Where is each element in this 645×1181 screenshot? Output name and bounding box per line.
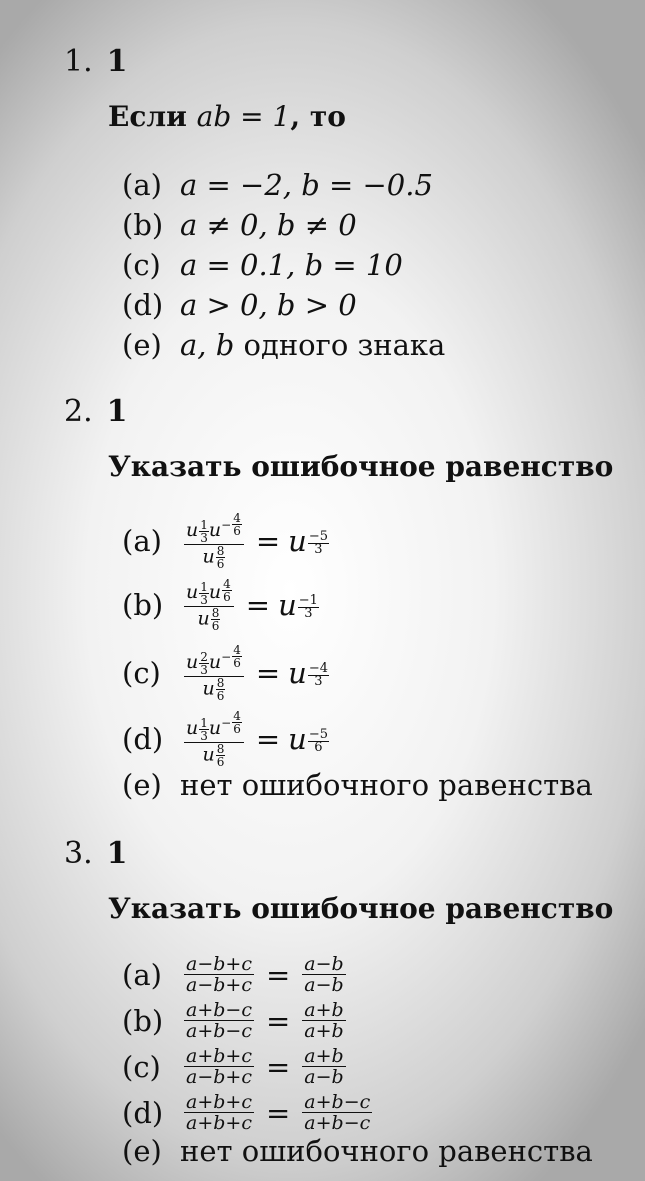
fraction-numerator: a−b	[304, 953, 344, 975]
answer-option[interactable]	[122, 1000, 350, 1041]
lhs-fraction	[184, 644, 244, 702]
answer-option[interactable]	[122, 1092, 376, 1133]
exp-num: 2	[200, 649, 208, 664]
exp-num: 4	[223, 577, 231, 591]
exp-sign: −	[221, 517, 232, 532]
fraction-denominator: a−b+c	[186, 1066, 252, 1088]
fraction-denominator	[200, 743, 227, 768]
answer-option[interactable]	[122, 768, 593, 802]
question-points: 1	[106, 836, 128, 871]
lhs-fraction	[184, 578, 234, 632]
answer-option[interactable]	[122, 1134, 593, 1168]
exp-den: 6	[216, 688, 225, 703]
exp-num: 4	[233, 709, 241, 723]
exp-den: 3	[200, 530, 208, 545]
option-label: (c)	[122, 655, 161, 690]
exponent	[221, 710, 242, 735]
exponent	[308, 663, 329, 688]
answer-option[interactable]	[122, 512, 329, 570]
prompt-text: Если	[108, 100, 197, 133]
lhs-fraction	[184, 1046, 254, 1087]
rhs-fraction	[302, 1000, 345, 1041]
fraction-denominator	[195, 607, 222, 632]
exp-num: 8	[216, 543, 225, 558]
fraction-denominator: a+b+c	[186, 1112, 252, 1134]
rhs-power	[278, 588, 319, 622]
rhs-fraction	[302, 1046, 345, 1087]
option-label: (e)	[122, 328, 162, 362]
option-label: (e)	[122, 1134, 162, 1168]
equals-sign: =	[265, 1003, 291, 1038]
answer-option[interactable]	[122, 1046, 350, 1087]
exp-num: 8	[216, 675, 225, 690]
exp-num: −4	[308, 661, 329, 677]
rhs-power	[288, 722, 329, 756]
answer-option[interactable]	[122, 644, 329, 702]
fraction-denominator: a−b+c	[186, 974, 252, 996]
exp-num: −1	[298, 593, 318, 609]
question-points: 1	[106, 44, 128, 79]
answer-option[interactable]	[122, 168, 433, 202]
fraction-denominator: a−b	[304, 1066, 344, 1088]
exp-num: 1	[200, 579, 208, 594]
exp-num: 4	[233, 511, 241, 525]
question-number: 1.	[64, 44, 93, 79]
option-label: (a)	[122, 523, 162, 558]
variable: u	[208, 518, 222, 541]
exp-den: 6	[314, 740, 323, 756]
option-label: (a)	[122, 957, 162, 992]
variable: u	[186, 650, 199, 673]
variable: u	[288, 523, 307, 558]
question-header	[64, 44, 128, 79]
answer-option[interactable]	[122, 288, 357, 322]
exp-den: 3	[304, 606, 313, 622]
variable: u	[186, 518, 199, 541]
question-number: 3.	[64, 836, 93, 871]
lhs-fraction	[184, 954, 254, 995]
option-label: (b)	[122, 1003, 164, 1038]
question-prompt: Указать ошибочное равенство	[108, 450, 614, 483]
option-label: (d)	[122, 288, 164, 322]
variable: u	[186, 716, 199, 739]
variable: u	[288, 721, 307, 756]
exponent	[308, 531, 329, 556]
exponent	[199, 519, 209, 544]
exponent	[216, 545, 226, 570]
fraction-numerator	[184, 512, 244, 545]
variable: u	[208, 716, 222, 739]
equals-sign: =	[245, 587, 271, 622]
fraction-denominator	[200, 545, 227, 570]
fraction-denominator: a+b	[304, 1020, 344, 1042]
variable: u	[288, 655, 307, 690]
option-label: (a)	[122, 168, 162, 202]
exp-num: 1	[200, 715, 208, 730]
variable: u	[278, 587, 297, 622]
fraction-numerator: a+b−c	[304, 1091, 371, 1113]
fraction-numerator: a+b	[304, 999, 344, 1021]
rhs-fraction	[302, 954, 345, 995]
variable: u	[197, 606, 210, 629]
fraction-denominator: a+b−c	[304, 1112, 371, 1134]
exp-sign: −	[221, 715, 232, 730]
equals-sign: =	[265, 1049, 291, 1084]
exp-den: 6	[211, 618, 220, 633]
option-label: (b)	[122, 587, 164, 622]
option-text: a = −2, b = −0.5	[180, 168, 433, 202]
question-points: 1	[106, 394, 128, 429]
exp-num: −5	[308, 529, 329, 545]
prompt-text: , то	[290, 100, 346, 133]
equals-sign: =	[255, 655, 281, 690]
fraction-numerator: a+b+c	[186, 1091, 252, 1113]
fraction-denominator: a+b−c	[186, 1020, 252, 1042]
option-text: a = 0.1, b = 10	[180, 248, 403, 282]
fraction-numerator	[184, 644, 244, 677]
option-math: a, b	[180, 328, 235, 362]
exponent	[221, 512, 242, 537]
fraction-denominator	[200, 677, 227, 702]
fraction-denominator: a−b	[304, 974, 344, 996]
question-prompt: Указать ошибочное равенство	[108, 892, 614, 925]
exponent	[308, 729, 329, 754]
lhs-fraction	[184, 1092, 254, 1133]
exp-den: 6	[223, 590, 231, 604]
lhs-fraction	[184, 1000, 254, 1041]
answer-option[interactable]	[122, 328, 445, 362]
exp-sign: −	[221, 649, 232, 664]
exponent	[199, 717, 209, 742]
answer-option[interactable]	[122, 954, 350, 995]
exponent	[211, 607, 221, 632]
variable: u	[208, 650, 222, 673]
option-text: одного знака	[234, 328, 446, 362]
answer-option[interactable]	[122, 710, 329, 768]
exponent	[298, 595, 319, 620]
fraction-numerator: a+b	[304, 1045, 344, 1067]
rhs-power	[288, 524, 329, 558]
question-header	[64, 836, 128, 871]
fraction-numerator: a+b−c	[186, 999, 252, 1021]
option-text: нет ошибочного равенства	[180, 1134, 593, 1168]
option-label: (d)	[122, 1095, 164, 1130]
exponent	[199, 651, 209, 676]
exp-num: −5	[308, 727, 329, 743]
exp-den: 6	[216, 754, 225, 769]
equals-sign: =	[265, 957, 291, 992]
question-number: 2.	[64, 394, 93, 429]
exp-den: 6	[216, 556, 225, 571]
exp-num: 4	[233, 643, 241, 657]
answer-option[interactable]	[122, 208, 357, 242]
question-prompt	[108, 100, 346, 133]
exp-den: 6	[233, 656, 241, 670]
answer-option[interactable]	[122, 248, 403, 282]
answer-option[interactable]	[122, 578, 319, 632]
exp-num: 8	[216, 741, 225, 756]
variable: u	[186, 580, 199, 603]
exponent	[221, 644, 242, 669]
exponent	[199, 581, 209, 606]
exp-den: 3	[314, 542, 323, 558]
option-label: (d)	[122, 721, 164, 756]
lhs-fraction	[184, 512, 244, 570]
fraction-numerator	[184, 578, 234, 607]
exponent	[216, 743, 226, 768]
exponent	[221, 578, 232, 603]
question-header	[64, 394, 128, 429]
equals-sign: =	[265, 1095, 291, 1130]
exp-den: 3	[314, 674, 323, 690]
exp-den: 3	[200, 662, 208, 677]
exp-den: 3	[200, 728, 208, 743]
exp-den: 6	[233, 722, 241, 736]
option-text: a ≠ 0, b ≠ 0	[180, 208, 357, 242]
option-text: нет ошибочного равенства	[180, 768, 593, 802]
variable: u	[202, 544, 215, 567]
exp-den: 6	[233, 524, 241, 538]
fraction-numerator	[184, 710, 244, 743]
exp-num: 1	[200, 517, 208, 532]
exponent	[216, 677, 226, 702]
exp-num: 8	[211, 605, 220, 620]
rhs-fraction	[302, 1092, 372, 1133]
fraction-numerator: a−b+c	[186, 953, 252, 975]
equals-sign: =	[255, 721, 281, 756]
option-text: a > 0, b > 0	[180, 288, 357, 322]
exp-den: 3	[200, 592, 208, 607]
rhs-power	[288, 656, 329, 690]
prompt-math: ab = 1	[196, 100, 291, 133]
variable: u	[202, 742, 215, 765]
variable: u	[208, 580, 222, 603]
variable: u	[202, 676, 215, 699]
option-label: (c)	[122, 248, 161, 282]
equals-sign: =	[255, 523, 281, 558]
option-label: (c)	[122, 1049, 161, 1084]
option-label: (e)	[122, 768, 162, 802]
fraction-numerator: a+b+c	[186, 1045, 252, 1067]
lhs-fraction	[184, 710, 244, 768]
option-label: (b)	[122, 208, 164, 242]
